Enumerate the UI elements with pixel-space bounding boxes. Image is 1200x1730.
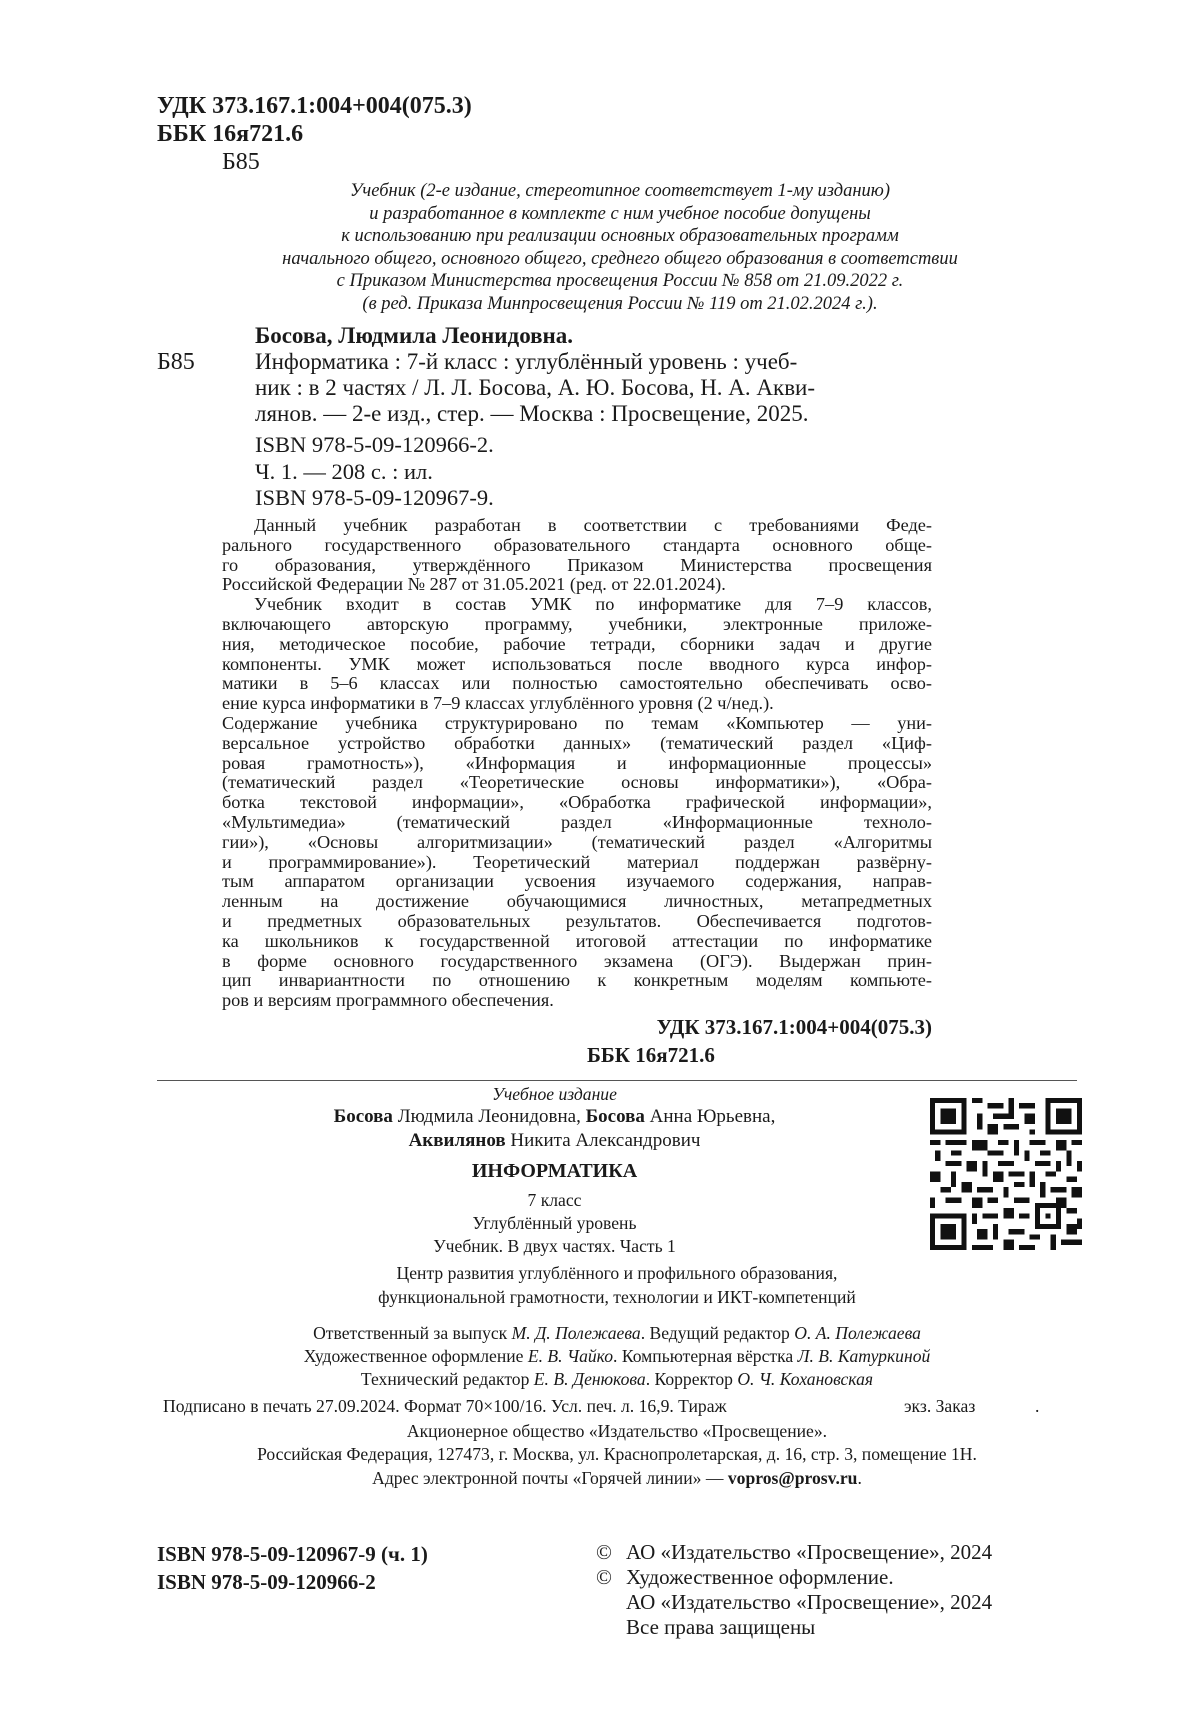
publisher-address: Российская Федерация, 127473, г. Москва, ул. Краснопролетарская, д. 16, стр. 3, помещение 1Н. xyxy=(257,1444,977,1464)
abstract-line: ленным на достижение обучающимися личностных, метапредметных xyxy=(222,891,932,912)
catalog-author: Босова, Людмила Леонидовна. xyxy=(255,323,574,348)
staff-label: . Корректор xyxy=(645,1369,738,1389)
part: Учебник. В двух частях. Часть 1 xyxy=(433,1236,676,1256)
copyright-line xyxy=(596,1590,992,1615)
staff-line-2 xyxy=(157,1346,1077,1367)
divider xyxy=(157,1080,1077,1081)
abstract-line: версальное устройство обработки данных» (тематический раздел «Циф- xyxy=(222,732,932,753)
email-end: . xyxy=(857,1468,862,1488)
copyright-text: АО «Издательство «Просвещение», 2024 xyxy=(626,1590,993,1614)
abstract-line: ровая грамотность»), «Информация и информационные процессы» xyxy=(222,752,932,773)
abstract-line: и программирование»). Теоретический материал поддержан развёрну- xyxy=(222,851,932,872)
approval-line: Учебник (2-е издание, стереотипное соответствует 1-му изданию) xyxy=(349,181,890,201)
staff-line-1 xyxy=(157,1323,1077,1344)
staff-label: Художественное оформление xyxy=(303,1346,528,1366)
staff-label: . Компьютерная вёрстка xyxy=(613,1346,798,1366)
isbn-line: ISBN 978-5-09-120967-9. xyxy=(255,485,494,510)
approval-line: (в ред. Приказа Минпросвещения России № 119 от 21.02.2024 г.). xyxy=(362,293,878,314)
abstract-line: в форме основного государственного экзамена (ОГЭ). Выдержан прин- xyxy=(222,950,932,971)
catalog-line: ник : в 2 частях / Л. Л. Босова, А. Ю. Босова, Н. А. Акви- xyxy=(255,375,816,400)
author-name: Анна Юрьевна, xyxy=(644,1106,776,1127)
isbn-line: ISBN 978-5-09-120966-2. xyxy=(255,432,494,457)
author-surname: Босова xyxy=(585,1106,645,1127)
author-surname: Аквилянов xyxy=(408,1130,506,1151)
abstract xyxy=(222,516,932,1011)
email-label: Адрес электронной почты «Горячей линии» — xyxy=(372,1468,728,1488)
abstract-line: ка школьников к государственной итоговой аттестации по информатике xyxy=(222,930,932,951)
author-name: Никита Александрович xyxy=(505,1130,701,1151)
footer-udk: УДК 373.167.1:004+004(075.3) xyxy=(656,1015,932,1039)
copyright-icon: © xyxy=(596,1565,612,1589)
approval-line: и разработанное в комплекте с ним учебное пособие допущены xyxy=(369,203,871,224)
staff-name: Е. В. Денюкова xyxy=(533,1369,646,1389)
isbn-part: ISBN 978-5-09-120967-9 (ч. 1) xyxy=(157,1542,428,1566)
book-title: ИНФОРМАТИКА xyxy=(471,1160,638,1182)
approval-notice xyxy=(190,180,1050,315)
print-order-end: . xyxy=(1035,1396,1040,1416)
isbn-line: Ч. 1. — 208 с. : ил. xyxy=(255,458,433,484)
author-mark: Б85 xyxy=(222,149,260,175)
author-surname: Босова xyxy=(333,1106,393,1127)
approval-line: к использованию при реализации основных образовательных программ xyxy=(341,226,899,246)
catalog-isbn xyxy=(255,432,494,512)
abstract-line: го образования, утверждённого Приказом Министерства просвещения xyxy=(222,554,932,575)
abstract-line: «Мультимедиа» (тематический раздел «Информационные техноло- xyxy=(222,811,932,832)
catalog-line: Информатика : 7-й класс : углублённый уровень : учеб- xyxy=(255,349,798,374)
edition-type: Учебное издание xyxy=(492,1084,617,1104)
abstract-line: Содержание учебника структурировано по темам «Компьютер — уни- xyxy=(222,712,932,733)
staff-name: Л. В. Катуркиной xyxy=(797,1346,931,1366)
center-line-1: Центр развития углублённого и профильного образования, xyxy=(396,1263,838,1283)
copyright-line xyxy=(596,1540,992,1565)
print-signed: Подписано в печать 27.09.2024. Формат 70×100/16. Усл. печ. л. 16,9. Тираж xyxy=(163,1396,727,1416)
staff-name: О. Ч. Кохановская xyxy=(737,1369,874,1389)
copyright-line xyxy=(596,1615,992,1640)
staff-name: О. А. Полежаева xyxy=(794,1323,921,1343)
copyright-text: Художественное оформление. xyxy=(626,1565,894,1589)
copyright-text: АО «Издательство «Просвещение», 2024 xyxy=(626,1540,993,1564)
rights-reserved: Все права защищены xyxy=(626,1615,816,1639)
grade: 7 класс xyxy=(527,1190,582,1210)
abstract-line: Российской Федерации № 287 от 31.05.2021 (ред. от 22.01.2024). xyxy=(222,574,726,595)
staff-name: Е. В. Чайко xyxy=(527,1346,614,1366)
staff-name: М. Д. Полежаева xyxy=(511,1323,641,1343)
abstract-line: рального государственного образовательного стандарта основного обще- xyxy=(222,534,932,555)
staff-label: Технический редактор xyxy=(360,1369,534,1389)
print-order: экз. Заказ xyxy=(904,1396,976,1416)
isbn-footer xyxy=(157,1540,428,1596)
abstract-line: матики в 5–6 классах или полностью самостоятельно обеспечивать осво- xyxy=(222,673,932,694)
staff-line-3 xyxy=(157,1369,1077,1390)
authors-line-1 xyxy=(157,1106,952,1128)
abstract-line: включающего авторскую программу, учебники, электронные приложе- xyxy=(222,613,932,634)
staff-label: Ответственный за выпуск xyxy=(313,1323,512,1343)
abstract-line: ров и версиям программного обеспечения. xyxy=(222,990,554,1011)
abstract-line: и предметных образовательных результатов. Обеспечивается подготов- xyxy=(222,910,932,931)
staff-label: . Ведущий редактор xyxy=(640,1323,795,1343)
bbk-code: ББК 16я721.6 xyxy=(157,121,304,147)
abstract-line: компоненты. УМК может использоваться после вводного курса инфор- xyxy=(222,653,932,674)
catalog-mark: Б85 xyxy=(157,349,195,375)
copyright-line xyxy=(596,1565,992,1590)
abstract-line: цип инвариантности по отношению к конкретным моделям компьюте- xyxy=(222,970,932,991)
footer-bbk: ББК 16я721.6 xyxy=(587,1043,715,1067)
abstract-line: Данный учебник разработан в соответствии с требованиями Феде- xyxy=(254,515,932,535)
qr-code xyxy=(930,1098,1082,1250)
approval-line: с Приказом Министерства просвещения России № 858 от 21.09.2022 г. xyxy=(336,271,904,291)
udk-code: УДК 373.167.1:004+004(075.3) xyxy=(157,93,472,119)
abstract-line: ния, методическое пособие, рабочие тетради, сборники задач и другие xyxy=(222,633,932,654)
level: Углублённый уровень xyxy=(472,1213,637,1233)
isbn-set: ISBN 978-5-09-120966-2 xyxy=(157,1570,376,1594)
email-address: vopros@prosv.ru xyxy=(727,1468,858,1488)
authors-line-2 xyxy=(157,1130,952,1152)
publisher-email-line xyxy=(157,1468,1077,1489)
center-line-2: функциональной грамотности, технологии и ИКТ-компетенций xyxy=(378,1287,856,1307)
author-name: Людмила Леонидовна, xyxy=(392,1106,586,1127)
catalog-description xyxy=(255,349,925,427)
abstract-line: Учебник входит в состав УМК по информатике для 7–9 классов, xyxy=(254,594,932,615)
publisher-name: Акционерное общество «Издательство «Просвещение». xyxy=(406,1421,828,1441)
catalog-line: лянов. — 2-е изд., стер. — Москва : Просвещение, 2025. xyxy=(255,401,809,426)
abstract-line: ботка текстовой информации», «Обработка графической информации», xyxy=(222,792,932,813)
abstract-line: (тематический раздел «Теоретические основы информатики»), «Обра- xyxy=(222,772,932,793)
abstract-line: гии»), «Основы алгоритмизации» (тематический раздел «Алгоритмы xyxy=(222,831,932,852)
approval-line: начального общего, основного общего, среднего общего образования в соответствии xyxy=(282,248,958,269)
abstract-line: ение курса информатики в 7–9 классах углублённого уровня (2 ч/нед.). xyxy=(222,693,774,714)
copyright-icon: © xyxy=(596,1540,612,1564)
abstract-line: тым аппаратом организации усвоения изучаемого содержания, направ- xyxy=(222,871,932,892)
copyright-block xyxy=(596,1540,992,1640)
